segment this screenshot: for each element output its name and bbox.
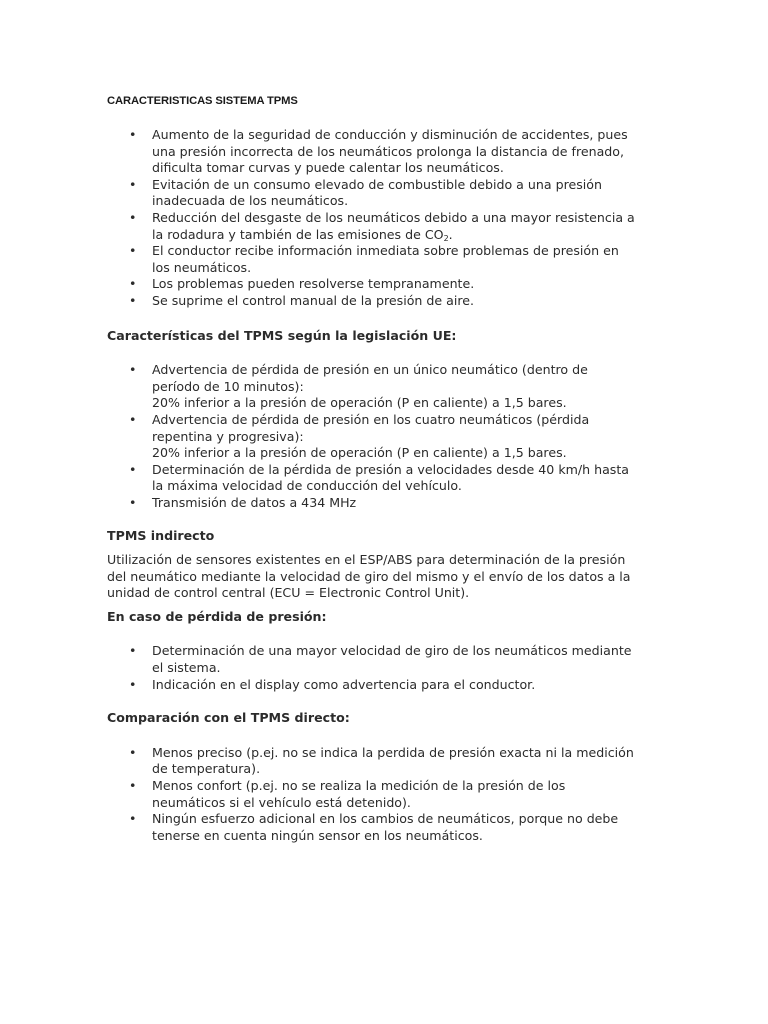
list-item-line: período de 10 minutos): [152,378,304,394]
bullet-icon: • [129,176,137,192]
list-item-line: Advertencia de pérdida de presión en los cuatro neumáticos (pérdida [152,411,590,427]
list-item [107,412,667,462]
list-item [107,243,667,276]
list-item-line: Transmisión de datos a 434 MHz [152,494,357,510]
list-item [107,362,667,412]
paragraph-line: unidad de control central (ECU = Electronic Control Unit). [107,585,470,601]
list-item-line: Evitación de un consumo elevado de combustible debido a una presión [152,176,602,192]
list-item-line: 20% inferior a la presión de operación (P en caliente) a 1,5 bares. [152,445,567,461]
list-item [107,210,667,243]
list-item-line: repentina y progresiva): [152,428,304,444]
bullet-icon: • [129,744,137,760]
bullet-icon: • [129,494,137,510]
bullet-icon: • [129,778,137,793]
bullet-icon: • [129,276,137,292]
list-item [107,127,667,177]
heading-eu-legislation: Características del TPMS según la legislación UE: [107,327,457,343]
list-item-line: dificulta tomar curvas y puede calentar los neumáticos. [152,160,504,176]
list-item-line: Los problemas pueden resolverse tempranamente. [152,276,475,292]
list-item [107,811,667,844]
list-item-line: El conductor recibe información inmediata sobre problemas de presión en [152,243,619,259]
bullet-icon: • [129,209,137,225]
bullet-icon: • [129,643,137,659]
list-item-line: inadecuada de los neumáticos. [152,193,349,209]
bullet-icon: • [129,362,137,378]
bullet-icon: • [129,411,137,427]
bullet-icon: • [129,243,137,259]
eu-legislation-list [107,362,667,511]
list-item-line: la rodadura y también de las emisiones de $CO_2$. [152,226,453,243]
list-item-line: de temperatura). [152,761,261,777]
list-item [107,495,667,512]
list-item [107,677,667,694]
heading-pressure-loss: En caso de pérdida de presión: [107,608,327,624]
heading-indirect-tpms: TPMS indirecto [107,528,215,544]
list-item [107,293,667,310]
list-item-line: la máxima velocidad de conducción del vehículo. [152,478,462,494]
document-title: CARACTERISTICAS SISTEMA TPMS [107,95,298,107]
list-item [107,745,667,778]
list-item-line: Ningún esfuerzo adicional en los cambios de neumáticos, porque no debe [152,811,619,827]
bullet-icon: • [129,676,137,692]
list-item-line: Menos confort (p.ej. no se realiza la medición de la presión de los [152,778,566,793]
list-item-line: Determinación de la pérdida de presión a velocidades desde 40 km/h hasta [152,461,630,477]
list-item-line: Se suprime el control manual de la presión de aire. [152,292,475,308]
list-item-line: el sistema. [152,660,221,676]
list-item [107,778,667,811]
document-page [107,93,667,844]
list-item-line: tenerse en cuenta ningún sensor en los neumáticos. [152,827,483,843]
paragraph-line: del neumático mediante la velocidad de giro del mismo y el envío de los datos a la [107,568,631,584]
list-item-line: Determinación de una mayor velocidad de giro de los neumáticos mediante [152,643,632,659]
direct-comparison-list [107,745,667,845]
list-item-line: una presión incorrecta de los neumáticos prolonga la distancia de frenado, [152,143,625,159]
bullet-icon: • [129,811,137,827]
co2-suffix: . [448,226,453,242]
list-item [107,643,667,676]
list-item-line: Aumento de la seguridad de conducción y disminución de accidentes, pues [152,127,628,142]
indirect-tpms-paragraph [107,552,667,602]
benefits-list [107,127,667,310]
list-item [107,276,667,293]
list-item-line: Advertencia de pérdida de presión en un único neumático (dentro de [152,362,588,378]
pressure-loss-list [107,643,667,693]
bullet-icon: • [129,461,137,477]
bullet-icon: • [129,292,137,308]
list-item-line: Reducción del desgaste de los neumáticos debido a una mayor resistencia a [152,209,635,225]
paragraph-line: Utilización de sensores existentes en el ESP/ABS para determinación de la presión [107,552,626,568]
co2-subscript: 2 [443,233,449,243]
bullet-icon: • [129,127,137,142]
list-item-line: 20% inferior a la presión de operación (P en caliente) a 1,5 bares. [152,395,567,411]
list-item-line: neumáticos si el vehículo está detenido). [152,794,411,810]
list-item [107,462,667,495]
heading-direct-comparison: Comparación con el TPMS directo: [107,710,350,726]
list-item-line: los neumáticos. [152,259,252,275]
list-item-line: Menos preciso (p.ej. no se indica la perdida de presión exacta ni la medición [152,744,634,760]
list-item-line: Indicación en el display como advertencia para el conductor. [152,676,536,692]
list-item [107,177,667,210]
